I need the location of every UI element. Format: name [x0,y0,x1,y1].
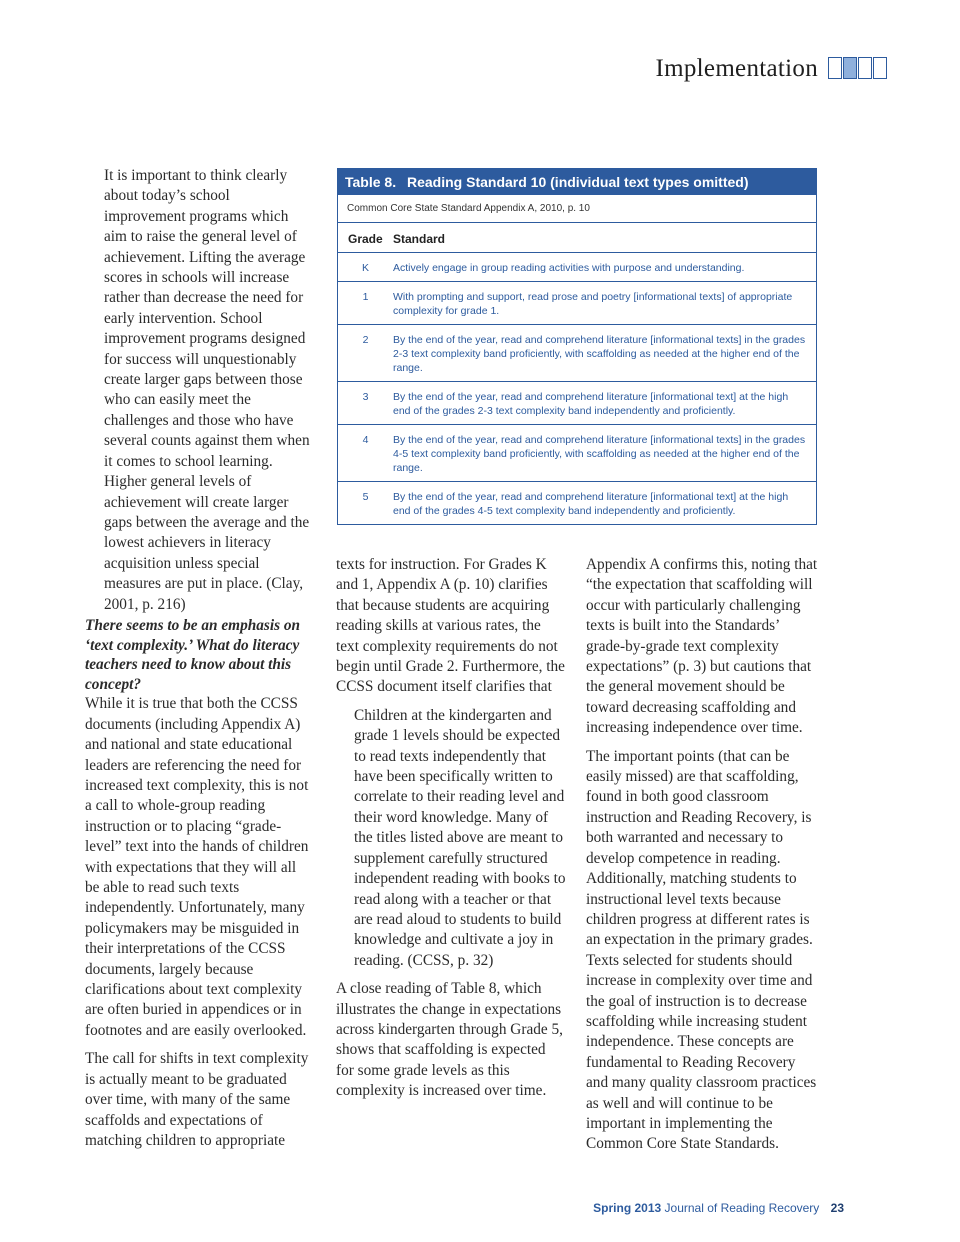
table-row [338,482,816,524]
standard-cell: By the end of the year, read and comprehend literature [informational texts] in the grades 2-3 text complexity band proficiently, with scaffolding as needed at the higher end of the range. [393,334,806,374]
grade-cell: K [361,262,369,274]
table-row [338,425,816,482]
table-title: Reading Standard 10 (individual text types omitted) [407,174,749,190]
standard-cell: Actively engage in group reading activities with purpose and understanding. [393,262,745,274]
body-paragraph: The important points (that can be easily missed) are that scaffolding, found in both good classroom instruction and Reading Recovery, is both warranted and necessary to develop competence in reading. Additionally, matching students to instructional level texts because children progress at different rates is an expectation in the primary grades. Texts selected for students should increase in complexity over time and the goal of instruction is to decrease scaffolding while increasing student independence. These concepts are fundamental to Reading Recovery and many quality classroom practices as well and will continue to be important in implementing the Common Core State Standards. [586,747,817,1153]
grade-cell: 1 [362,291,369,303]
page-number: 23 [830,1201,844,1215]
table-number: Table 8. [345,174,397,190]
section-title: Implementation [655,55,818,82]
marker-box-filled [843,57,857,79]
table-title-bar [338,169,816,195]
standard-cell: By the end of the year, read and comprehend literature [informational texts] in the grades 4-5 text complexity band proficiently, with scaffolding as needed at the higher end of the range. [393,434,806,474]
grade-cell: 4 [362,434,369,446]
grade-cell: 2 [362,334,369,346]
body-paragraph: A close reading of Table 8, which illustrates the change in expectations across kindergarten through Grade 5, shows that scaffolding is expected for some grade levels as this complexity is increased over time. [336,980,563,1100]
body-paragraph: While it is true that both the CCSS documents (including Appendix A) and national and state educational leaders are referencing the need for increased text complexity, this is not a call to whole-group reading instruction or to placing “grade-level” text into the hands of children with expectations that they will all be able to read such texts independently. Unfortunately, many policymakers may be misguided in their interpretations of the CCSS documents, largely because clarifications about text complexity are often buried in appendices or in footnotes and are easily overlooked. [85,695,309,1039]
table-source: Common Core State Standard Appendix A, 2010, p. 10 [338,195,816,223]
page-footer [540,1201,844,1215]
column-2 [336,555,566,1102]
table-header-row [338,223,816,253]
table-row [338,382,816,425]
footer-season: Spring 2013 [593,1201,662,1215]
section-marker-icon [828,57,887,79]
body-paragraph: Appendix A confirms this, noting that “the expectation that scaffolding will occur with particularly challenging texts is built into the Standards’ grade-by-grade text complexity expectations” (p. 3) but cautions that the general movement should be toward decreasing scaffolding and increasing independence over time. [586,556,818,737]
column-1-top [104,166,312,615]
block-quote-ccss: Children at the kindergarten and grade 1 levels should be expected to read texts independently that have been specifically written to correlate to their reading level and their word knowledge. Many of the titles listed above are meant to supplement carefully structured independent reading with books to read along with a teacher or that are read aloud to students to build knowledge and cultivate a joy in reading. (CCSS, p. 32) [354,706,566,969]
table-row [338,253,816,282]
table-8 [337,168,817,525]
standard-cell: By the end of the year, read and comprehend literature [informational text] at the high end of the grades 4-5 text complexity band independently and proficiently. [393,491,789,517]
marker-box-empty [858,57,872,79]
column-3 [586,555,820,1155]
block-quote-clay: It is important to think clearly about today’s school improvement programs which aim to raise the general level of achievement. Lifting the average scores in schools will increase rather than decrease the need for early intervention. School improvement programs designed for success will unquestionably create larger gaps between those who can easily meet the challenges and those who have several counts against them when it comes to school learning. Higher general levels of achievement will create larger gaps between the average and the lowest achievers in literacy acquisition unless special measures are put in place. (Clay, 2001, p. 216) [104,167,310,613]
grade-cell: 5 [362,491,369,503]
table-row [338,325,816,382]
column-1-bottom [85,616,313,1151]
body-paragraph: The call for shifts in text complexity is actually meant to be graduated over time, with many of the same scaffolds and expectations of matching children to appropriate [85,1050,309,1149]
standard-cell: By the end of the year, read and comprehend literature [informational text] at the high end of the grades 2-3 text complexity band independently and proficiently. [393,391,789,417]
header-standard: Standard [393,232,446,246]
marker-box-empty [828,57,842,79]
question-heading: There seems to be an emphasis on ‘text complexity.’ What do literacy teachers need to know about this concept? [85,617,301,693]
marker-box-empty [873,57,887,79]
header-grade: Grade [348,232,383,246]
body-paragraph: texts for instruction. For Grades K and 1, Appendix A (p. 10) clarifies that because students are acquiring reading skills at various rates, the text complexity requirements do not begin until Grade 2. Furthermore, the CCSS document itself clarifies that [336,556,565,696]
standard-cell: With prompting and support, read prose and poetry [informational texts] of appropriate complexity for grade 1. [393,291,793,317]
grade-cell: 3 [362,391,369,403]
table-row [338,282,816,325]
footer-journal: Journal of Reading Recovery [664,1201,820,1215]
